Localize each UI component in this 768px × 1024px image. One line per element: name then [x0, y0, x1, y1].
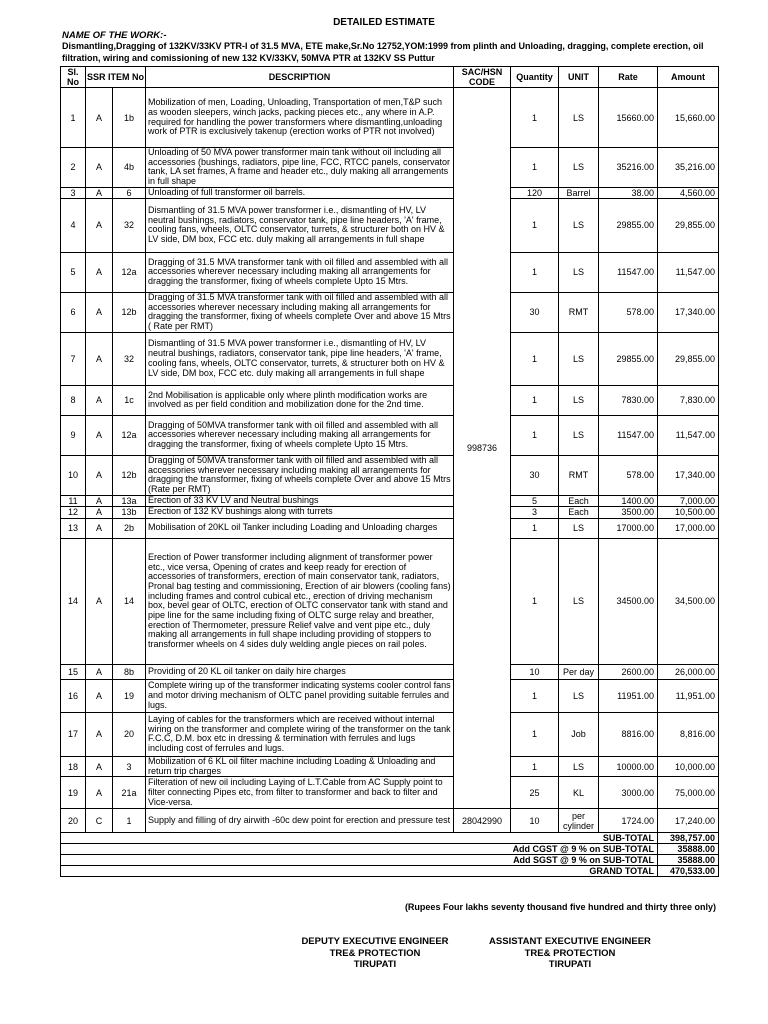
row-ssr-item: 4b — [113, 148, 146, 188]
row-amount: 34,500.00 — [658, 538, 719, 664]
row-rate: 29855.00 — [599, 332, 658, 385]
row-ssr-item: 1 — [113, 809, 146, 833]
row-ssr-item: 19 — [113, 679, 146, 712]
row-quantity: 25 — [511, 777, 559, 809]
row-ssr-item: 12b — [113, 455, 146, 495]
row-quantity: 1 — [511, 252, 559, 292]
row-unit: LS — [559, 332, 599, 385]
row-amount: 29,855.00 — [658, 332, 719, 385]
row-ssr-section: A — [86, 148, 113, 188]
row-amount: 17,340.00 — [658, 292, 719, 332]
row-amount: 11,547.00 — [658, 252, 719, 292]
header-hsn-code: SAC/HSN CODE — [454, 67, 511, 88]
row-sl-no: 2 — [61, 148, 86, 188]
row-amount: 17,240.00 — [658, 809, 719, 833]
row-ssr-item: 13a — [113, 495, 146, 506]
row-sl-no: 1 — [61, 88, 86, 148]
row-unit: LS — [559, 415, 599, 455]
row-quantity: 10 — [511, 809, 559, 833]
row-amount: 10,500.00 — [658, 506, 719, 518]
row-ssr-section: C — [86, 809, 113, 833]
row-sl-no: 14 — [61, 538, 86, 664]
row-ssr-section: A — [86, 385, 113, 415]
row-quantity: 3 — [511, 506, 559, 518]
row-amount: 17,340.00 — [658, 455, 719, 495]
row-unit: LS — [559, 679, 599, 712]
row-sl-no: 18 — [61, 756, 86, 776]
row-ssr-item: 6 — [113, 187, 146, 198]
header-amount: Amount — [658, 67, 719, 88]
row-ssr-item: 1b — [113, 88, 146, 148]
row-sl-no: 6 — [61, 292, 86, 332]
amount-in-words: (Rupees Four lakhs seventy thousand five hundred and thirty three only) — [404, 902, 716, 912]
total-row — [61, 833, 719, 844]
row-unit: LS — [559, 88, 599, 148]
total-row — [61, 844, 719, 855]
row-description: Dragging of 50MVA transformer tank with oil filled and assembled with all accessories wherever necessary including making all arrangements for dragging the transformer, fixing of wheels complete Over and above 15 Mtrs (Rate per RMT) — [146, 455, 454, 495]
row-rate: 8816.00 — [599, 712, 658, 756]
row-rate: 10000.00 — [599, 756, 658, 776]
row-quantity: 1 — [511, 538, 559, 664]
table-row — [61, 88, 719, 148]
row-rate: 34500.00 — [599, 538, 658, 664]
row-rate: 3500.00 — [599, 506, 658, 518]
row-amount: 15,660.00 — [658, 88, 719, 148]
row-ssr-section: A — [86, 538, 113, 664]
row-quantity: 10 — [511, 664, 559, 679]
row-ssr-item: 13b — [113, 506, 146, 518]
total-label: SUB-TOTAL — [61, 833, 658, 844]
total-value: 35888.00 — [658, 855, 719, 866]
row-unit: Barrel — [559, 187, 599, 198]
table-row — [61, 495, 719, 506]
row-ssr-item: 8b — [113, 664, 146, 679]
row-quantity: 1 — [511, 148, 559, 188]
row-sl-no: 17 — [61, 712, 86, 756]
row-sl-no: 8 — [61, 385, 86, 415]
row-sl-no: 19 — [61, 777, 86, 809]
row-rate: 1400.00 — [599, 495, 658, 506]
row-ssr-section: A — [86, 518, 113, 538]
row-amount: 29,855.00 — [658, 198, 719, 252]
row-amount: 4,560.00 — [658, 187, 719, 198]
document-title: DETAILED ESTIMATE — [333, 17, 435, 28]
row-rate: 2600.00 — [599, 664, 658, 679]
table-row — [61, 679, 719, 712]
total-value: 470,533.00 — [658, 866, 719, 877]
row-amount: 17,000.00 — [658, 518, 719, 538]
table-row — [61, 292, 719, 332]
row-unit: LS — [559, 148, 599, 188]
row-unit: RMT — [559, 292, 599, 332]
row-sl-no: 9 — [61, 415, 86, 455]
row-quantity: 120 — [511, 187, 559, 198]
row-quantity: 5 — [511, 495, 559, 506]
row-rate: 38.00 — [599, 187, 658, 198]
row-sl-no: 11 — [61, 495, 86, 506]
table-row — [61, 664, 719, 679]
row-description: Mobilisation of 20KL oil Tanker including Loading and Unloading charges — [146, 518, 454, 538]
header-rate: Rate — [599, 67, 658, 88]
row-quantity: 1 — [511, 679, 559, 712]
signature-block-deputy — [285, 936, 465, 971]
row-unit: LS — [559, 252, 599, 292]
table-row — [61, 712, 719, 756]
row-description: Erection of 132 KV bushings along with turrets — [146, 506, 454, 518]
table-row — [61, 385, 719, 415]
total-label: GRAND TOTAL — [61, 866, 658, 877]
row-ssr-section: A — [86, 332, 113, 385]
table-row — [61, 252, 719, 292]
row-description: Dragging of 31.5 MVA transformer tank with oil filled and assembled with all accessories wherever necessary including making all arrangements for dragging the transformer, fixing of wheels complete Over and above 15 Mtrs ( Rate per RMT) — [146, 292, 454, 332]
row-description: Erection of 33 KV LV and Neutral bushings — [146, 495, 454, 506]
row-quantity: 1 — [511, 332, 559, 385]
row-ssr-section: A — [86, 252, 113, 292]
table-row — [61, 809, 719, 833]
row-ssr-section: A — [86, 679, 113, 712]
row-amount: 8,816.00 — [658, 712, 719, 756]
signature-department: TRE& PROTECTION — [329, 947, 421, 959]
row-ssr-item: 12b — [113, 292, 146, 332]
row-quantity: 1 — [511, 756, 559, 776]
table-row — [61, 518, 719, 538]
signature-designation: ASSISTANT EXECUTIVE ENGINEER — [489, 936, 651, 947]
row-ssr-item: 3 — [113, 756, 146, 776]
row-description: Laying of cables for the transformers which are received without internal wiring on the transformer and complete wiring of the transformer on the tank F.C.C, D.M. box etc in dressing & termination with ferrules and lugs including cost of ferrules and lugs. — [146, 712, 454, 756]
header-quantity: Quantity — [511, 67, 559, 88]
row-ssr-section: A — [86, 88, 113, 148]
row-ssr-section: A — [86, 777, 113, 809]
row-ssr-section: A — [86, 712, 113, 756]
table-row — [61, 538, 719, 664]
row-amount: 7,830.00 — [658, 385, 719, 415]
table-row — [61, 415, 719, 455]
row-description: Unloading of full transformer oil barrels. — [146, 187, 454, 198]
row-description: Complete wiring up of the transformer indicating systems cooler control fans and motor driving mechanism of OLTC panel providing suitable ferrules and lugs. — [146, 679, 454, 712]
total-value: 398,757.00 — [658, 833, 719, 844]
row-sl-no: 13 — [61, 518, 86, 538]
row-ssr-item: 20 — [113, 712, 146, 756]
row-ssr-section: A — [86, 495, 113, 506]
total-label: Add CGST @ 9 % on SUB-TOTAL — [61, 844, 658, 855]
row-ssr-item: 2b — [113, 518, 146, 538]
table-row — [61, 187, 719, 198]
row-ssr-section: A — [86, 292, 113, 332]
row-sl-no: 4 — [61, 198, 86, 252]
row-unit: RMT — [559, 455, 599, 495]
row-ssr-section: A — [86, 455, 113, 495]
row-description: Erection of Power transformer including alignment of transformer power etc., vice versa, Opening of crates and keep ready for erection of accessories of transformers, erection of main conservator tank, radiators, Pronal bag testing and commissioning, Erection of air blowers (cooling fans) including frames and control cubical etc., erection of driving mechanism box, bevel gear of OLTC, erection of OLTC conservator tank with stand and pipe line for the same including fixing of OLTC surge relay and breather, erection of Thermometer, pressure Relief valve and vent pipe etc., duly making all arrangements in full shape including providing of stoppers to transformer wheels on 4 sides duly welding angle pieces on rail poles. — [146, 538, 454, 664]
table-row — [61, 198, 719, 252]
row-quantity: 1 — [511, 712, 559, 756]
header-unit: UNIT — [559, 67, 599, 88]
row-sl-no: 7 — [61, 332, 86, 385]
header-description: DESCRIPTION — [146, 67, 454, 88]
row-unit: Each — [559, 495, 599, 506]
row-ssr-item: 21a — [113, 777, 146, 809]
row-unit: LS — [559, 538, 599, 664]
row-amount: 11,951.00 — [658, 679, 719, 712]
row-rate: 29855.00 — [599, 198, 658, 252]
row-ssr-item: 12a — [113, 252, 146, 292]
total-label: Add SGST @ 9 % on SUB-TOTAL — [61, 855, 658, 866]
row-rate: 578.00 — [599, 292, 658, 332]
signature-place: TIRUPATI — [353, 959, 397, 970]
row-unit: LS — [559, 518, 599, 538]
table-row — [61, 148, 719, 188]
row-sl-no: 10 — [61, 455, 86, 495]
row-quantity: 1 — [511, 385, 559, 415]
row-sl-no: 15 — [61, 664, 86, 679]
row-rate: 3000.00 — [599, 777, 658, 809]
row-ssr-item: 32 — [113, 332, 146, 385]
signature-department: TRE& PROTECTION — [524, 947, 616, 959]
row-amount: 11,547.00 — [658, 415, 719, 455]
row-unit: per cylinder — [559, 809, 599, 833]
row-sl-no: 5 — [61, 252, 86, 292]
row-rate: 578.00 — [599, 455, 658, 495]
row-unit: KL — [559, 777, 599, 809]
row-description: Providing of 20 KL oil tanker on daily hire charges — [146, 664, 454, 679]
row-description: Dragging of 31.5 MVA transformer tank with oil filled and assembled with all accessories wherever necessary including making all arrangements for dragging the transformer, fixing of wheels complete Upto 15 Mtrs. — [146, 252, 454, 292]
header-ssr-item: SSR ITEM No — [86, 67, 146, 88]
row-rate: 11951.00 — [599, 679, 658, 712]
row-ssr-section: A — [86, 506, 113, 518]
table-row — [61, 506, 719, 518]
row-ssr-section: A — [86, 756, 113, 776]
row-ssr-item: 32 — [113, 198, 146, 252]
signature-designation: DEPUTY EXECUTIVE ENGINEER — [301, 936, 449, 947]
row-unit: LS — [559, 385, 599, 415]
row-amount: 35,216.00 — [658, 148, 719, 188]
signature-place: TIRUPATI — [548, 959, 592, 970]
row-description: Unloading of 50 MVA power transformer main tank without oil including all accessories (bushings, radiators, pipe line, FCC, RTCC panels, conservator tank, LA set frames, A frame and header etc., duly making all arrangements in full shape — [146, 148, 454, 188]
total-row — [61, 855, 719, 866]
row-unit: Per day — [559, 664, 599, 679]
row-ssr-section: A — [86, 198, 113, 252]
row-rate: 17000.00 — [599, 518, 658, 538]
row-rate: 7830.00 — [599, 385, 658, 415]
table-row — [61, 756, 719, 776]
row-description: Dismantling of 31.5 MVA power transformer i.e., dismantling of HV, LV neutral bushings, radiators, conservator tank, pipe line headers, 'A' frame, cooling fans, wheels, OLTC conservator, turrets, & structurer both on HV & LV side, DM box, FCC etc. duly making all arrangements in full shape — [146, 198, 454, 252]
row-sl-no: 20 — [61, 809, 86, 833]
row-sl-no: 12 — [61, 506, 86, 518]
row-quantity: 1 — [511, 198, 559, 252]
row-unit: LS — [559, 198, 599, 252]
signature-block-assistant — [480, 936, 660, 971]
work-name-label: NAME OF THE WORK:- — [62, 30, 167, 41]
hsn-code-cell: 998736 — [454, 88, 511, 809]
row-ssr-item: 12a — [113, 415, 146, 455]
row-description: Supply and filling of dry airwith -60c dew point for erection and pressure test — [146, 809, 454, 833]
row-ssr-section: A — [86, 415, 113, 455]
row-rate: 15660.00 — [599, 88, 658, 148]
row-amount: 10,000.00 — [658, 756, 719, 776]
row-description: Mobilization of men, Loading, Unloading, Transportation of men,T&P such as wooden sleepers, winch jacks, packing pieces etc., any where in A.P. required for handling the power transformers where dismantling,unloading work of PTR is exclusively takenup (erection works of PTR not involved) — [146, 88, 454, 148]
row-quantity: 1 — [511, 415, 559, 455]
table-row — [61, 455, 719, 495]
row-unit: Each — [559, 506, 599, 518]
row-description: Dismantling of 31.5 MVA power transformer i.e., dismantling of HV, LV neutral bushings, radiators, conservator tank, pipe line headers, 'A' frame, cooling fans, wheels, OLTC conservator, turrets, & structurer both on HV & LV side, DM box, FCC etc. duly making all arrangements in full shape — [146, 332, 454, 385]
hsn-code-cell: 28042990 — [454, 809, 511, 833]
row-amount: 75,000.00 — [658, 777, 719, 809]
table-row — [61, 777, 719, 809]
row-quantity: 30 — [511, 455, 559, 495]
header-sl-no: Sl. No — [61, 67, 86, 88]
row-ssr-item: 14 — [113, 538, 146, 664]
row-sl-no: 3 — [61, 187, 86, 198]
row-unit: LS — [559, 756, 599, 776]
row-description: 2nd Mobilisation is applicable only where plinth modification works are involved as per field condition and mobilization done for the 2nd time. — [146, 385, 454, 415]
row-rate: 1724.00 — [599, 809, 658, 833]
row-amount: 26,000.00 — [658, 664, 719, 679]
row-ssr-section: A — [86, 187, 113, 198]
row-description: Dragging of 50MVA transformer tank with oil filled and assembled with all accessories wherever necessary including making all arrangements for dragging the transformer, fixing of wheels complete Upto 15 Mtrs. — [146, 415, 454, 455]
row-rate: 35216.00 — [599, 148, 658, 188]
row-description: Mobilization of 6 KL oil filter machine including Loading & Unloading and return trip charges — [146, 756, 454, 776]
row-quantity: 1 — [511, 88, 559, 148]
row-quantity: 1 — [511, 518, 559, 538]
row-sl-no: 16 — [61, 679, 86, 712]
table-row — [61, 332, 719, 385]
row-description: Filteration of new oil including Laying of L.T.Cable from AC Supply point to filter connecting Pipes etc, from filter to transformer and back to filter and Vice-versa. — [146, 777, 454, 809]
work-description: Dismantling,Dragging of 132KV/33KV PTR-I of 31.5 MVA, ETE make,Sr.No 12752,YOM:1999 from plinth and Unloading, dragging, complete erection, oil filtration, wiring and comissioning of new 132 KV/33KV, 50MVA PTR at 132KV SS Puttur — [62, 41, 704, 63]
row-amount: 7,000.00 — [658, 495, 719, 506]
total-row — [61, 866, 719, 877]
row-rate: 11547.00 — [599, 415, 658, 455]
total-value: 35888.00 — [658, 844, 719, 855]
estimate-table — [60, 66, 719, 877]
row-rate: 11547.00 — [599, 252, 658, 292]
row-quantity: 30 — [511, 292, 559, 332]
row-unit: Job — [559, 712, 599, 756]
row-ssr-section: A — [86, 664, 113, 679]
row-ssr-item: 1c — [113, 385, 146, 415]
